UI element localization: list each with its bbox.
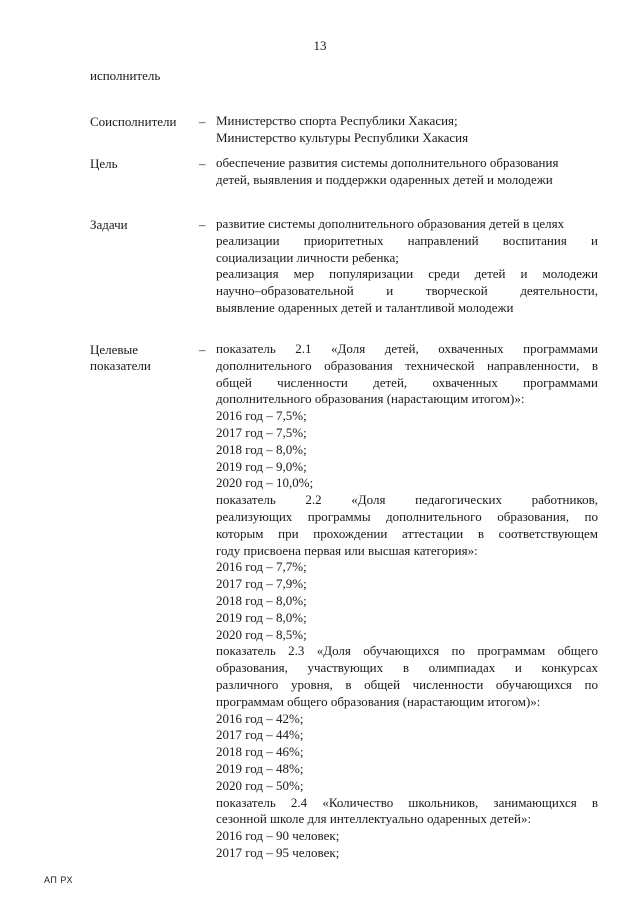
- coexecutors-dash: –: [199, 114, 206, 129]
- indicators-value: [216, 341, 598, 862]
- tasks-dash: –: [199, 217, 206, 232]
- goal-dash: –: [199, 156, 206, 171]
- footer-mark: АП РХ: [44, 875, 73, 885]
- tasks-line: развитие системы дополнительного образования детей в целях: [216, 216, 565, 231]
- goal-label: Цель: [90, 156, 118, 171]
- indicator-year-line: 2016 год – 90 человек;: [216, 828, 340, 844]
- indicator-line: сезонной школе для интеллектуально одаренных детей»:: [216, 811, 532, 827]
- goal-line: детей, выявления и поддержки одаренных детей и молодежи: [216, 171, 553, 187]
- indicator-year-line: 2016 год – 42%;: [216, 710, 304, 726]
- goal-line: обеспечение развития системы дополнительного образования: [216, 155, 559, 170]
- indicator-line: показатель 2.2 «Доля педагогических работников,: [216, 492, 598, 508]
- indicator-year-line: 2020 год – 10,0%;: [216, 475, 314, 491]
- coexecutors-line: Министерство культуры Республики Хакасия: [216, 129, 469, 145]
- indicator-year-line: 2017 год – 7,9%;: [216, 576, 307, 592]
- indicator-line: году присвоена первая или высшая категория»:: [216, 542, 478, 558]
- indicator-year-line: 2018 год – 8,0%;: [216, 441, 307, 457]
- tasks-value: [216, 216, 598, 317]
- indicator-line: образования, участвующих в олимпиадах и конкурсах: [216, 660, 598, 676]
- coexecutors-value: [216, 113, 598, 147]
- page-number: 13: [313, 38, 327, 53]
- indicators-label-line: показатели: [90, 358, 151, 373]
- goal-value: [216, 155, 598, 189]
- indicator-year-line: 2017 год – 95 человек;: [216, 844, 340, 860]
- indicator-line: реализующих программы дополнительного образования, по: [216, 508, 598, 524]
- indicator-year-line: 2020 год – 50%;: [216, 777, 304, 793]
- indicator-line: показатель 2.1 «Доля детей, охваченных программами: [216, 341, 598, 356]
- indicator-line: дополнительного образования технической направленности, в: [216, 357, 598, 373]
- tasks-line: научно–образовательной и творческой деятельности,: [216, 283, 598, 299]
- indicators-dash: –: [199, 342, 206, 357]
- indicator-year-line: 2019 год – 8,0%;: [216, 609, 307, 625]
- indicator-year-line: 2019 год – 48%;: [216, 760, 304, 776]
- indicator-year-line: 2019 год – 9,0%;: [216, 458, 307, 474]
- indicator-line: общей численности детей, охваченных программами: [216, 374, 598, 390]
- tasks-line: выявление одаренных детей и талантливой молодежи: [216, 299, 514, 315]
- indicator-year-line: 2020 год – 8,5%;: [216, 626, 307, 642]
- indicator-year-line: 2017 год – 44%;: [216, 727, 304, 743]
- indicators-label-line: Целевые: [90, 342, 139, 357]
- indicator-line: показатель 2.4 «Количество школьников, занимающихся в: [216, 794, 598, 810]
- indicator-year-line: 2016 год – 7,5%;: [216, 408, 307, 424]
- indicator-line: различного уровня, в общей численности обучающихся по: [216, 676, 598, 692]
- indicator-year-line: 2018 год – 46%;: [216, 744, 304, 760]
- tasks-line: социализации личности ребенка;: [216, 249, 399, 265]
- indicator-year-line: 2018 год – 8,0%;: [216, 592, 307, 608]
- coexecutors-line: Министерство спорта Республики Хакасия;: [216, 113, 458, 128]
- indicators-label: [90, 342, 151, 374]
- indicator-line: которым при прохождении аттестации в соответствующем: [216, 525, 598, 541]
- indicator-year-line: 2017 год – 7,5%;: [216, 424, 307, 440]
- tasks-line: реализации приоритетных направлений воспитания и: [216, 232, 598, 248]
- tasks-label: Задачи: [90, 217, 128, 232]
- indicator-line: программам общего образования (нарастающим итогом)»:: [216, 693, 541, 709]
- indicator-line: показатель 2.3 «Доля обучающихся по программам общего: [216, 643, 598, 659]
- header-fragment: исполнитель: [90, 68, 161, 83]
- tasks-line: реализация мер популяризации среди детей и молодежи: [216, 266, 598, 282]
- indicator-year-line: 2016 год – 7,7%;: [216, 559, 307, 575]
- coexecutors-label: Соисполнители: [90, 114, 177, 129]
- indicator-line: дополнительного образования (нарастающим итогом)»:: [216, 391, 525, 407]
